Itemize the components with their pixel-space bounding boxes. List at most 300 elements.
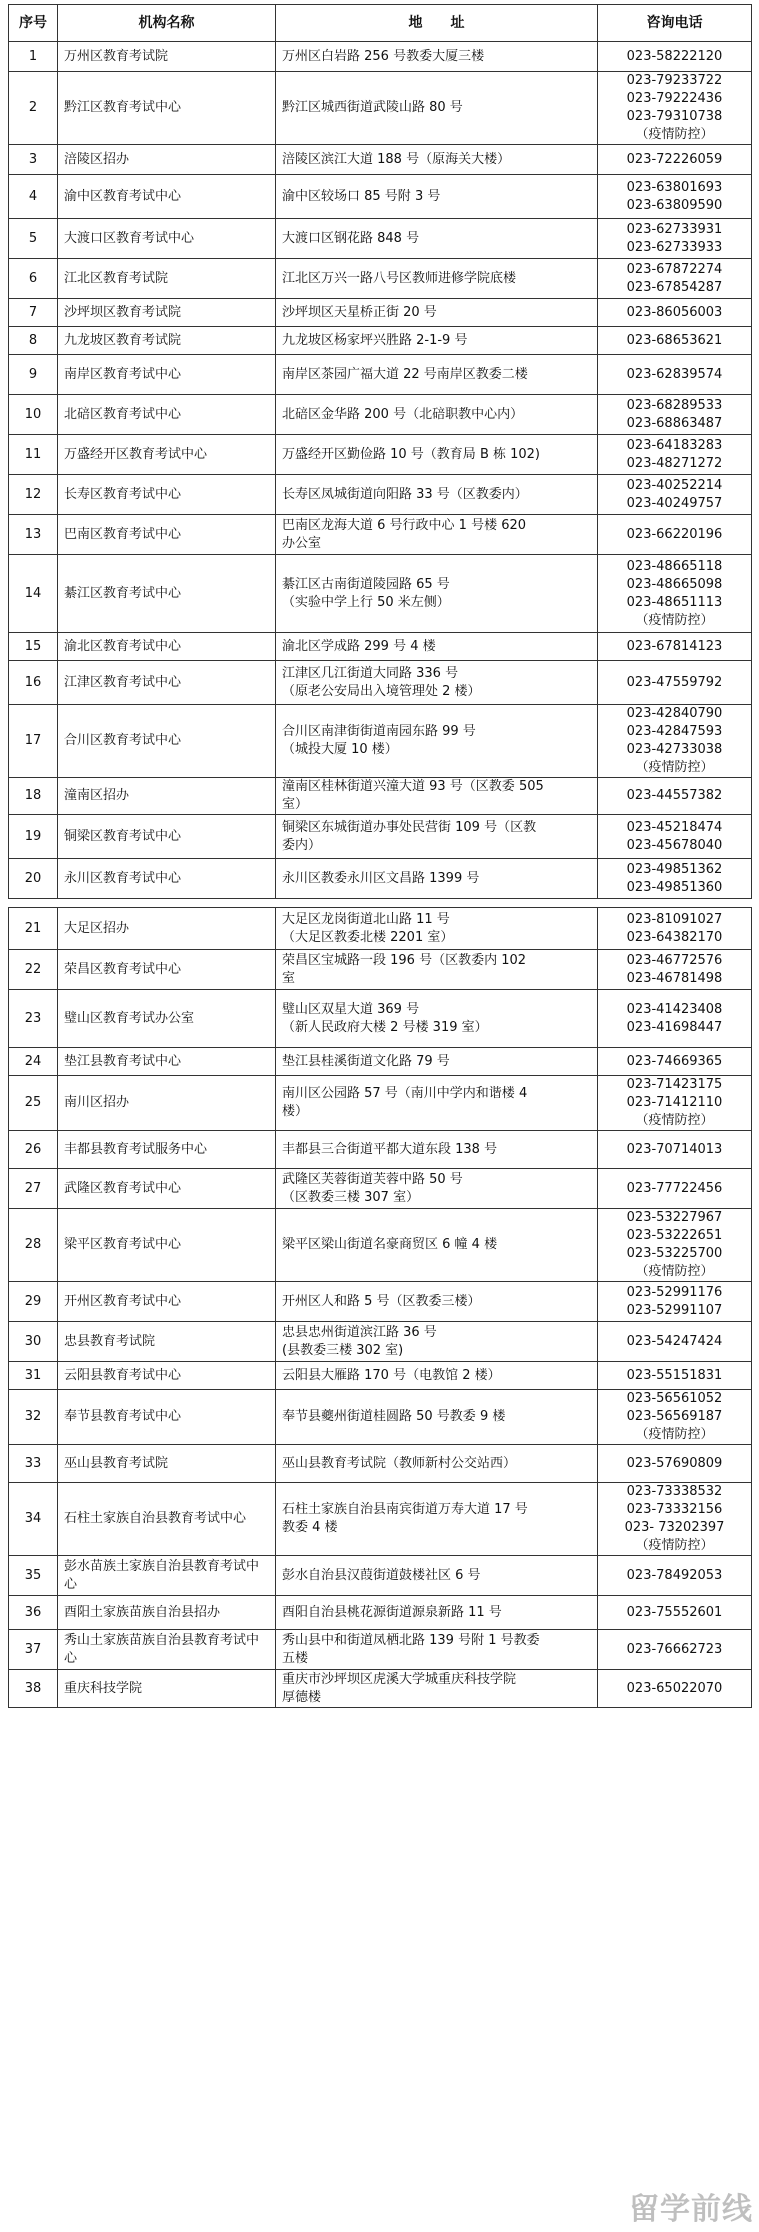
- institution-name: 巫山县教育考试院: [58, 1445, 276, 1483]
- institution-name: 綦江区教育考试中心: [58, 555, 276, 633]
- phone-number: 023-73332156: [626, 1502, 723, 1517]
- institution-address: [276, 1596, 598, 1630]
- phone-number: 023-77722456: [626, 1180, 723, 1196]
- address-line: （区教委三楼 307 室）: [282, 1189, 420, 1205]
- institution-address: [276, 42, 598, 72]
- table-row: [9, 1670, 752, 1708]
- phone-cell: [598, 327, 752, 355]
- institution-table-sheet: [8, 4, 751, 1708]
- address-line: 綦江区古南街道陵园路 65 号: [282, 576, 450, 592]
- row-number: 12: [9, 475, 58, 515]
- phone-number: 023-71423175: [626, 1077, 723, 1092]
- header-name: 机构名称: [58, 5, 276, 42]
- institution-address: [276, 1076, 598, 1131]
- table-row: [9, 1076, 752, 1131]
- address-line: 潼南区桂林街道兴潼大道 93 号（区教委 505: [282, 779, 544, 794]
- phone-number: 023-48665098: [626, 576, 723, 592]
- phone-cell: [598, 1596, 752, 1630]
- institution-name: 江津区教育考试中心: [58, 661, 276, 705]
- address-line: 丰都县三合街道平都大道东段 138 号: [282, 1141, 498, 1157]
- institution-address: [276, 1209, 598, 1282]
- address-line: 巴南区龙海大道 6 号行政中心 1 号楼 620: [282, 517, 527, 533]
- phone-number: 023-79310738: [626, 109, 723, 124]
- row-number: 1: [9, 42, 58, 72]
- row-number: 7: [9, 299, 58, 327]
- phone-number: 023-78492053: [626, 1567, 723, 1583]
- institution-name: 万盛经开区教育考试中心: [58, 435, 276, 475]
- table-row: [9, 1630, 752, 1670]
- phone-cell: [598, 259, 752, 299]
- phone-cell: [598, 1362, 752, 1390]
- phone-number: 023-62733933: [626, 239, 723, 255]
- address-line: 南岸区茶园广福大道 22 号南岸区教委二楼: [282, 366, 528, 382]
- row-number: 8: [9, 327, 58, 355]
- institution-name: 开州区教育考试中心: [58, 1282, 276, 1322]
- address-line: （原老公安局出入境管理处 2 楼）: [282, 683, 481, 699]
- address-line: 厚德楼: [282, 1689, 322, 1705]
- phone-note: （疫情防控）: [635, 1113, 714, 1128]
- phone-number: 023-55151831: [626, 1367, 723, 1383]
- table-row: [9, 72, 752, 145]
- phone-cell: [598, 1282, 752, 1322]
- site-watermark: 留学前线: [629, 2192, 753, 2227]
- table-page-gap: [9, 899, 752, 908]
- table-row: [9, 175, 752, 219]
- row-number: 15: [9, 633, 58, 661]
- institution-name: 黔江区教育考试中心: [58, 72, 276, 145]
- institution-address: [276, 175, 598, 219]
- address-line: 九龙坡区杨家坪兴胜路 2-1-9 号: [282, 332, 468, 348]
- table-row: [9, 42, 752, 72]
- table-row: [9, 950, 752, 990]
- institution-name: 彭水苗族土家族自治县教育考试中心: [58, 1556, 276, 1596]
- phone-number: 023-75552601: [626, 1604, 723, 1620]
- phone-cell: [598, 1483, 752, 1556]
- row-number: 19: [9, 815, 58, 859]
- address-line: 沙坪坝区天星桥正街 20 号: [282, 304, 437, 320]
- address-line: （新人民政府大楼 2 号楼 319 室）: [282, 1019, 488, 1035]
- phone-number: 023-48665118: [626, 558, 723, 574]
- address-line: 南川区公园路 57 号（南川中学内和谐楼 4: [282, 1086, 528, 1101]
- institution-address: [276, 299, 598, 327]
- phone-number: 023- 73202397: [624, 1520, 725, 1535]
- phone-number: 023-65022070: [626, 1680, 723, 1696]
- phone-cell: [598, 1169, 752, 1209]
- phone-number: 023-49851362: [626, 861, 723, 877]
- row-number: 24: [9, 1048, 58, 1076]
- address-line: (县教委三楼 302 室): [282, 1342, 404, 1358]
- institution-address: [276, 1131, 598, 1169]
- address-line: 梁平区梁山街道名豪商贸区 6 幢 4 楼: [282, 1237, 498, 1252]
- row-number: 27: [9, 1169, 58, 1209]
- address-line: 合川区南津街街道南园东路 99 号: [282, 724, 476, 739]
- table-row: [9, 1445, 752, 1483]
- phone-number: 023-66220196: [626, 526, 723, 542]
- phone-number: 023-52991107: [626, 1302, 723, 1318]
- institution-name: 云阳县教育考试中心: [58, 1362, 276, 1390]
- address-line: 办公室: [282, 535, 322, 551]
- table-row: [9, 435, 752, 475]
- table-row: [9, 475, 752, 515]
- phone-number: 023-68289533: [626, 397, 723, 413]
- phone-number: 023-56561052: [626, 1391, 723, 1406]
- address-line: 教委 4 楼: [282, 1520, 338, 1535]
- header-address: 地 址: [276, 5, 598, 42]
- phone-cell: [598, 1445, 752, 1483]
- institution-name: 万州区教育考试院: [58, 42, 276, 72]
- table-row: [9, 705, 752, 778]
- address-line: （大足区教委北楼 2201 室）: [282, 929, 454, 945]
- phone-number: 023-67814123: [626, 638, 723, 654]
- institution-name: 奉节县教育考试中心: [58, 1390, 276, 1445]
- row-number: 32: [9, 1390, 58, 1445]
- phone-number: 023-41423408: [626, 1001, 723, 1017]
- institution-address: [276, 1483, 598, 1556]
- institution-table: [8, 4, 752, 1708]
- phone-cell: [598, 475, 752, 515]
- table-row: [9, 555, 752, 633]
- institution-address: [276, 633, 598, 661]
- row-number: 33: [9, 1445, 58, 1483]
- phone-number: 023-48271272: [626, 455, 723, 471]
- table-row: [9, 1131, 752, 1169]
- institution-address: [276, 219, 598, 259]
- institution-address: [276, 815, 598, 859]
- phone-cell: [598, 515, 752, 555]
- address-line: 渝中区较场口 85 号附 3 号: [282, 188, 441, 204]
- row-number: 6: [9, 259, 58, 299]
- row-number: 26: [9, 1131, 58, 1169]
- institution-address: [276, 1169, 598, 1209]
- phone-number: 023-41698447: [626, 1019, 723, 1035]
- table-row: [9, 299, 752, 327]
- institution-name: 武隆区教育考试中心: [58, 1169, 276, 1209]
- address-line: （实验中学上行 50 米左侧）: [282, 594, 450, 610]
- phone-cell: [598, 72, 752, 145]
- institution-name: 永川区教育考试中心: [58, 859, 276, 899]
- table-row: [9, 990, 752, 1048]
- row-number: 17: [9, 705, 58, 778]
- address-line: 武隆区芙蓉街道芙蓉中路 50 号: [282, 1171, 463, 1187]
- institution-address: [276, 555, 598, 633]
- phone-number: 023-64382170: [626, 929, 723, 945]
- address-line: 荣昌区宝城路一段 196 号（区教委内 102: [282, 952, 527, 968]
- table-row: [9, 1556, 752, 1596]
- row-number: 29: [9, 1282, 58, 1322]
- phone-number: 023-42847593: [626, 724, 723, 739]
- institution-address: [276, 1445, 598, 1483]
- row-number: 16: [9, 661, 58, 705]
- phone-number: 023-53227967: [626, 1210, 723, 1225]
- phone-cell: [598, 555, 752, 633]
- institution-name: 忠县教育考试院: [58, 1322, 276, 1362]
- institution-name: 大渡口区教育考试中心: [58, 219, 276, 259]
- phone-number: 023-45218474: [626, 819, 723, 835]
- phone-cell: [598, 1131, 752, 1169]
- institution-address: [276, 72, 598, 145]
- address-line: 万盛经开区勤俭路 10 号（教育局 B 栋 102): [282, 446, 541, 462]
- table-row: [9, 1390, 752, 1445]
- phone-number: 023-58222120: [626, 48, 723, 64]
- address-line: 黔江区城西街道武陵山路 80 号: [282, 100, 463, 115]
- phone-cell: [598, 815, 752, 859]
- phone-number: 023-68863487: [626, 415, 723, 431]
- row-number: 38: [9, 1670, 58, 1708]
- institution-name: 渝中区教育考试中心: [58, 175, 276, 219]
- institution-address: [276, 950, 598, 990]
- institution-address: [276, 1048, 598, 1076]
- phone-number: 023-49851360: [626, 879, 723, 895]
- institution-name: 九龙坡区教育考试院: [58, 327, 276, 355]
- row-number: 4: [9, 175, 58, 219]
- address-line: 室: [282, 970, 296, 986]
- row-number: 14: [9, 555, 58, 633]
- phone-number: 023-67872274: [626, 261, 723, 277]
- phone-cell: [598, 395, 752, 435]
- institution-name: 丰都县教育考试服务中心: [58, 1131, 276, 1169]
- header-no: 序号: [9, 5, 58, 42]
- institution-address: [276, 778, 598, 815]
- row-number: 28: [9, 1209, 58, 1282]
- address-line: 大足区龙岗街道北山路 11 号: [282, 911, 450, 927]
- address-line: 奉节县夔州街道桂圆路 50 号教委 9 楼: [282, 1409, 506, 1424]
- institution-address: [276, 475, 598, 515]
- phone-number: 023-48651113: [626, 594, 723, 610]
- phone-number: 023-81091027: [626, 911, 723, 927]
- address-line: 石柱土家族自治县南宾街道万寿大道 17 号: [282, 1502, 528, 1517]
- institution-name: 合川区教育考试中心: [58, 705, 276, 778]
- institution-name: 石柱土家族自治县教育考试中心: [58, 1483, 276, 1556]
- table-row: [9, 778, 752, 815]
- phone-number: 023-47559792: [626, 674, 723, 690]
- table-row: [9, 661, 752, 705]
- address-line: 璧山区双星大道 369 号: [282, 1001, 420, 1017]
- phone-cell: [598, 778, 752, 815]
- table-row: [9, 1282, 752, 1322]
- row-number: 35: [9, 1556, 58, 1596]
- phone-cell: [598, 661, 752, 705]
- address-line: 北碚区金华路 200 号（北碚职教中心内）: [282, 406, 524, 422]
- address-line: 江津区几江街道大同路 336 号: [282, 665, 459, 681]
- address-line: 五楼: [282, 1650, 309, 1666]
- address-line: 万州区白岩路 256 号教委大厦三楼: [282, 48, 485, 64]
- phone-number: 023-64183283: [626, 437, 723, 453]
- address-line: 酉阳自治县桃花源街道源泉新路 11 号: [282, 1604, 502, 1620]
- institution-address: [276, 705, 598, 778]
- row-number: 34: [9, 1483, 58, 1556]
- phone-number: 023-67854287: [626, 279, 723, 295]
- row-number: 5: [9, 219, 58, 259]
- table-row: [9, 633, 752, 661]
- phone-cell: [598, 299, 752, 327]
- table-row: [9, 145, 752, 175]
- phone-note: （疫情防控）: [635, 760, 714, 775]
- address-line: 秀山县中和街道凤栖北路 139 号附 1 号教委: [282, 1632, 540, 1648]
- table-row: [9, 355, 752, 395]
- table-row: [9, 1362, 752, 1390]
- phone-note: （疫情防控）: [635, 1264, 714, 1279]
- table-row: [9, 859, 752, 899]
- phone-number: 023-73338532: [626, 1484, 723, 1499]
- row-number: 23: [9, 990, 58, 1048]
- row-number: 25: [9, 1076, 58, 1131]
- institution-address: [276, 435, 598, 475]
- phone-note: （疫情防控）: [635, 1538, 714, 1553]
- phone-cell: [598, 859, 752, 899]
- address-line: 铜梁区东城街道办事处民营街 109 号（区教: [282, 819, 537, 835]
- table-row: [9, 1483, 752, 1556]
- institution-name: 沙坪坝区教育考试院: [58, 299, 276, 327]
- phone-number: 023-44557382: [626, 788, 723, 803]
- address-line: 江北区万兴一路八号区教师进修学院底楼: [282, 270, 517, 286]
- phone-cell: [598, 1076, 752, 1131]
- institution-name: 南川区招办: [58, 1076, 276, 1131]
- institution-address: [276, 859, 598, 899]
- phone-number: 023-46772576: [626, 952, 723, 968]
- phone-number: 023-52991176: [626, 1284, 723, 1300]
- institution-address: [276, 515, 598, 555]
- table-row: [9, 908, 752, 950]
- phone-cell: [598, 175, 752, 219]
- table-row: [9, 815, 752, 859]
- institution-address: [276, 1390, 598, 1445]
- phone-cell: [598, 145, 752, 175]
- phone-note: （疫情防控）: [635, 612, 714, 628]
- phone-cell: [598, 1630, 752, 1670]
- phone-cell: [598, 1322, 752, 1362]
- phone-cell: [598, 1209, 752, 1282]
- row-number: 30: [9, 1322, 58, 1362]
- institution-address: [276, 1362, 598, 1390]
- row-number: 20: [9, 859, 58, 899]
- institution-name: 梁平区教育考试中心: [58, 1209, 276, 1282]
- row-number: 21: [9, 908, 58, 950]
- row-number: 10: [9, 395, 58, 435]
- row-number: 9: [9, 355, 58, 395]
- institution-address: [276, 1322, 598, 1362]
- header-phone: 咨询电话: [598, 5, 752, 42]
- table-row: [9, 259, 752, 299]
- phone-cell: [598, 633, 752, 661]
- institution-address: [276, 1670, 598, 1708]
- table-row: [9, 1596, 752, 1630]
- institution-name: 大足区招办: [58, 908, 276, 950]
- phone-cell: [598, 219, 752, 259]
- institution-name: 垫江县教育考试中心: [58, 1048, 276, 1076]
- table-row: [9, 1322, 752, 1362]
- address-line: 室）: [282, 797, 309, 812]
- phone-number: 023-71412110: [626, 1095, 723, 1110]
- institution-name: 秀山土家族苗族自治县教育考试中心: [58, 1630, 276, 1670]
- address-line: 云阳县大雁路 170 号（电教馆 2 楼）: [282, 1367, 501, 1383]
- phone-number: 023-57690809: [626, 1455, 723, 1471]
- phone-number: 023-79233722: [626, 73, 723, 88]
- address-line: 重庆市沙坪坝区虎溪大学城重庆科技学院: [282, 1671, 517, 1687]
- institution-address: [276, 908, 598, 950]
- table-row: [9, 1209, 752, 1282]
- phone-cell: [598, 990, 752, 1048]
- phone-number: 023-53225700: [626, 1246, 723, 1261]
- institution-name: 璧山区教育考试办公室: [58, 990, 276, 1048]
- row-number: 36: [9, 1596, 58, 1630]
- address-line: 垫江县桂溪街道文化路 79 号: [282, 1053, 450, 1069]
- address-line: 大渡口区钢花路 848 号: [282, 230, 420, 246]
- institution-name: 巴南区教育考试中心: [58, 515, 276, 555]
- row-number: 3: [9, 145, 58, 175]
- institution-name: 渝北区教育考试中心: [58, 633, 276, 661]
- address-line: （城投大厦 10 楼）: [282, 742, 398, 757]
- address-line: 忠县忠州街道滨江路 36 号: [282, 1324, 437, 1340]
- phone-cell: [598, 705, 752, 778]
- phone-number: 023-63801693: [626, 179, 723, 195]
- phone-cell: [598, 355, 752, 395]
- row-number: 18: [9, 778, 58, 815]
- phone-number: 023-63809590: [626, 197, 723, 213]
- phone-number: 023-62839574: [626, 366, 723, 382]
- phone-note: （疫情防控）: [635, 1427, 714, 1442]
- institution-name: 涪陵区招办: [58, 145, 276, 175]
- phone-number: 023-86056003: [626, 304, 723, 320]
- phone-number: 023-76662723: [626, 1641, 723, 1657]
- institution-address: [276, 1282, 598, 1322]
- institution-name: 铜梁区教育考试中心: [58, 815, 276, 859]
- address-line: 涪陵区滨江大道 188 号（原海关大楼）: [282, 151, 511, 167]
- phone-number: 023-62733931: [626, 221, 723, 237]
- row-number: 22: [9, 950, 58, 990]
- institution-name: 长寿区教育考试中心: [58, 475, 276, 515]
- phone-cell: [598, 42, 752, 72]
- phone-number: 023-45678040: [626, 837, 723, 853]
- address-line: 开州区人和路 5 号（区教委三楼）: [282, 1293, 481, 1309]
- phone-number: 023-53222651: [626, 1228, 723, 1243]
- row-number: 31: [9, 1362, 58, 1390]
- institution-address: [276, 355, 598, 395]
- address-line: 渝北区学成路 299 号 4 楼: [282, 638, 436, 654]
- institution-address: [276, 395, 598, 435]
- phone-cell: [598, 1048, 752, 1076]
- phone-number: 023-79222436: [626, 91, 723, 106]
- address-line: 巫山县教育考试院（教师新村公交站西）: [282, 1455, 517, 1471]
- institution-address: [276, 327, 598, 355]
- phone-number: 023-72226059: [626, 151, 723, 167]
- institution-address: [276, 145, 598, 175]
- table-row: [9, 327, 752, 355]
- institution-name: 北碚区教育考试中心: [58, 395, 276, 435]
- row-number: 13: [9, 515, 58, 555]
- institution-name: 潼南区招办: [58, 778, 276, 815]
- institution-address: [276, 990, 598, 1048]
- phone-cell: [598, 908, 752, 950]
- phone-number: 023-70714013: [626, 1141, 723, 1157]
- address-line: 委内）: [282, 837, 322, 853]
- phone-number: 023-40252214: [626, 477, 723, 493]
- phone-cell: [598, 1390, 752, 1445]
- address-line: 彭水自治县汉葭街道鼓楼社区 6 号: [282, 1567, 481, 1583]
- institution-address: [276, 1556, 598, 1596]
- phone-cell: [598, 1556, 752, 1596]
- phone-number: 023-68653621: [626, 332, 723, 348]
- institution-name: 荣昌区教育考试中心: [58, 950, 276, 990]
- address-line: 楼）: [282, 1104, 309, 1119]
- phone-number: 023-54247424: [626, 1333, 723, 1349]
- phone-number: 023-40249757: [626, 495, 723, 511]
- phone-number: 023-42733038: [626, 742, 723, 757]
- institution-name: 重庆科技学院: [58, 1670, 276, 1708]
- phone-note: （疫情防控）: [635, 127, 714, 142]
- table-row: [9, 1048, 752, 1076]
- phone-cell: [598, 950, 752, 990]
- phone-number: 023-42840790: [626, 706, 723, 721]
